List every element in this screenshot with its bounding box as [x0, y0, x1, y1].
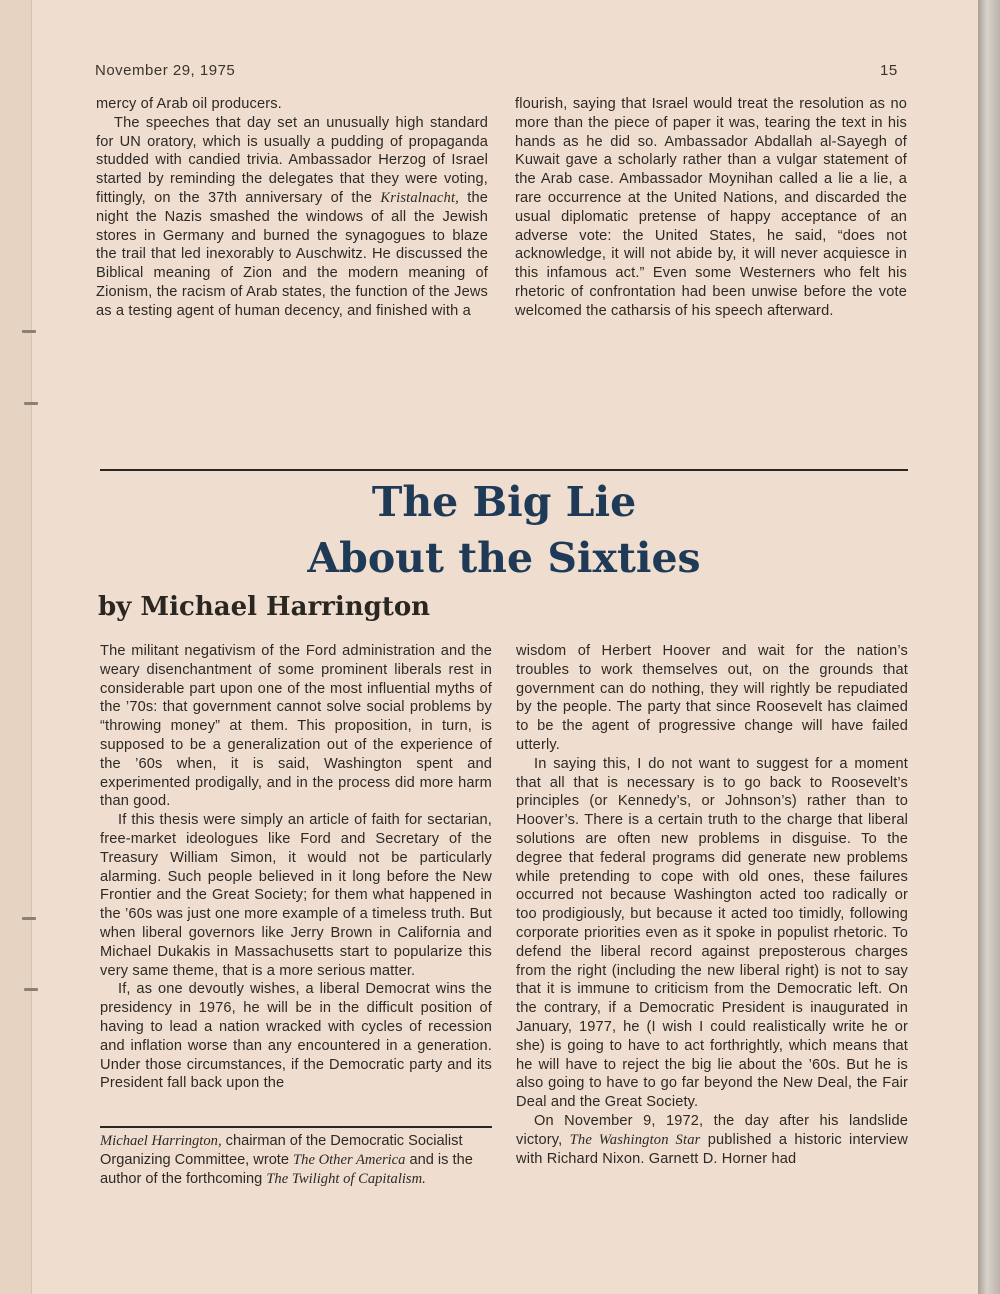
- paragraph: mercy of Arab oil producers.: [96, 96, 282, 112]
- italic-term: Kristalnacht,: [380, 189, 459, 206]
- page-number: 15: [880, 62, 898, 79]
- staple-mark: [22, 330, 36, 333]
- paragraph: In saying this, I do not want to suggest for a moment that all that is necessary is to go back to Roosevelt’s principles (or Kennedy’s, or Johnson’s) rather than to Hoover’s. There is a certain truth to the charge that liberal solutions are often new problems in disguise. To the degree that federal programs did generate new problems while pretending to cope with old ones, these failures occurred not because Washington acted too radically or too prodigiously, but because it acted too timidly, following corporate priorities even as it spoke in populist rhetoric. To defend the liberal record against preposterous charges from the right (including the new liberal right) is not to say that it is immune to criticism from the Democratic left. On the contrary, if a Democratic President is inaugurated in January, 1977, he (I wish I could realistically write he or she) is going to have to act forthrightly, which means that he will have to reject the big lie about the ’60s. But he is also going to have to go far beyond the New Deal, the Fair Deal and the Great Society.: [516, 755, 908, 1111]
- paragraph: The militant negativism of the Ford administration and the weary disenchantment of some prominent liberals rest in considerable part upon one of the most influential myths of the ’70s: that government cannot solve social problems by “throwing money” at them. This proposition, in turn, is supposed to be a generalization out of the experience of the ’60s when, it is said, Washington spent and experimented prodigally, and in the process did more harm than good.: [100, 643, 492, 810]
- staple-mark: [24, 988, 38, 991]
- paragraph: If, as one devoutly wishes, a liberal Democrat wins the presidency in 1976, he will be in the difficult position of having to lead a nation wracked with cycles of recession and inflation worse than any encountered in a generation. Under those circumstances, if the Democratic party and its President fall back upon the: [100, 981, 492, 1092]
- text-run: chairman of the Democratic Socialist Organizing Committee, wrote: [100, 1133, 463, 1168]
- text-run: and is the author of the forthcoming: [100, 1151, 473, 1187]
- staple-mark: [22, 917, 36, 920]
- section-divider: [100, 469, 908, 471]
- previous-article-left-column: [96, 95, 488, 321]
- article-right-column: [516, 642, 908, 1168]
- article-left-column: [100, 642, 492, 1093]
- article-title: [100, 474, 908, 586]
- author-note: [100, 1132, 492, 1188]
- text-run: the night the Nazis smashed the windows of all the Jewish stores in Germany and burned the synagogues to blaze the trail that led inexorably to Auschwitz. He discussed the Biblical meaning of Zion and the modern meaning of Zionism, the racism of Arab states, the function of the Jews as a testing agent of human decency, and finished with a: [96, 189, 488, 319]
- paragraph: wisdom of Herbert Hoover and wait for the nation’s troubles to work themselves out, on the grounds that government can do nothing, they will rightly be repudiated by the people. The party that since Roosevelt has claimed to be the agent of progressive change will have failed utterly.: [516, 643, 908, 753]
- paragraph: [516, 1112, 908, 1168]
- title-line: About the Sixties: [307, 534, 701, 582]
- issue-date: November 29, 1975: [95, 62, 236, 79]
- text-run: On November 9, 1972, the day after his landslide victory,: [516, 1112, 908, 1148]
- byline: by Michael Harrington: [98, 592, 431, 622]
- book-title: The Other America: [293, 1151, 406, 1168]
- footnote-divider: [100, 1126, 492, 1128]
- paragraph: flourish, saying that Israel would treat the resolution as no more than the piece of paper it was, tearing the text in his hands as he did so. Ambassador Abdallah al-Sayegh of Kuwait gave a scholarly rather than a vulgar statement of the Arab case. Ambassador Moynihan called a lie a lie, a rare occurrence at the United Nations, and discarded the usual diplomatic pretense of happy acceptance of an adverse vote: the United States, he said, “does not acknowledge, it will not abide by, it will never acquiesce in this infamous act.” Even some Westerners who felt his rhetoric of confrontation had been unwise before the vote welcomed the catharsis of his speech afterward.: [515, 96, 907, 319]
- staple-mark: [24, 402, 38, 405]
- paragraph: [96, 114, 488, 321]
- page-edge: [978, 0, 1000, 1294]
- author-name: Michael Harrington,: [100, 1133, 222, 1149]
- title-line: The Big Lie: [371, 478, 637, 526]
- paragraph: If this thesis were simply an article of faith for sectarian, free-market ideologues like Ford and Secretary of the Treasury William Simon, it would not be particularly alarming. Such people believed in it long before the New Frontier and the Great Society; for them what happened in the ’60s was just one more example of a timeless truth. But when liberal governors like Jerry Brown in California and Michael Dukakis in Massachusetts start to popularize this very same theme, that is a more serious matter.: [100, 812, 492, 979]
- book-title: The Twilight of Capitalism.: [266, 1170, 426, 1187]
- text-run: published a historic interview with Richard Nixon. Garnett D. Horner had: [516, 1131, 908, 1167]
- newspaper-title: The Washington Star: [569, 1131, 701, 1148]
- binding-strip: [0, 0, 32, 1294]
- previous-article-right-column: [515, 95, 907, 321]
- text-run: The speeches that day set an unusually high standard for UN oratory, which is usually a pudding of propaganda studded with candied trivia. Ambassador Herzog of Israel started by reminding the delegates that they were voting, fittingly, on the 37th anniversary of the: [96, 114, 488, 206]
